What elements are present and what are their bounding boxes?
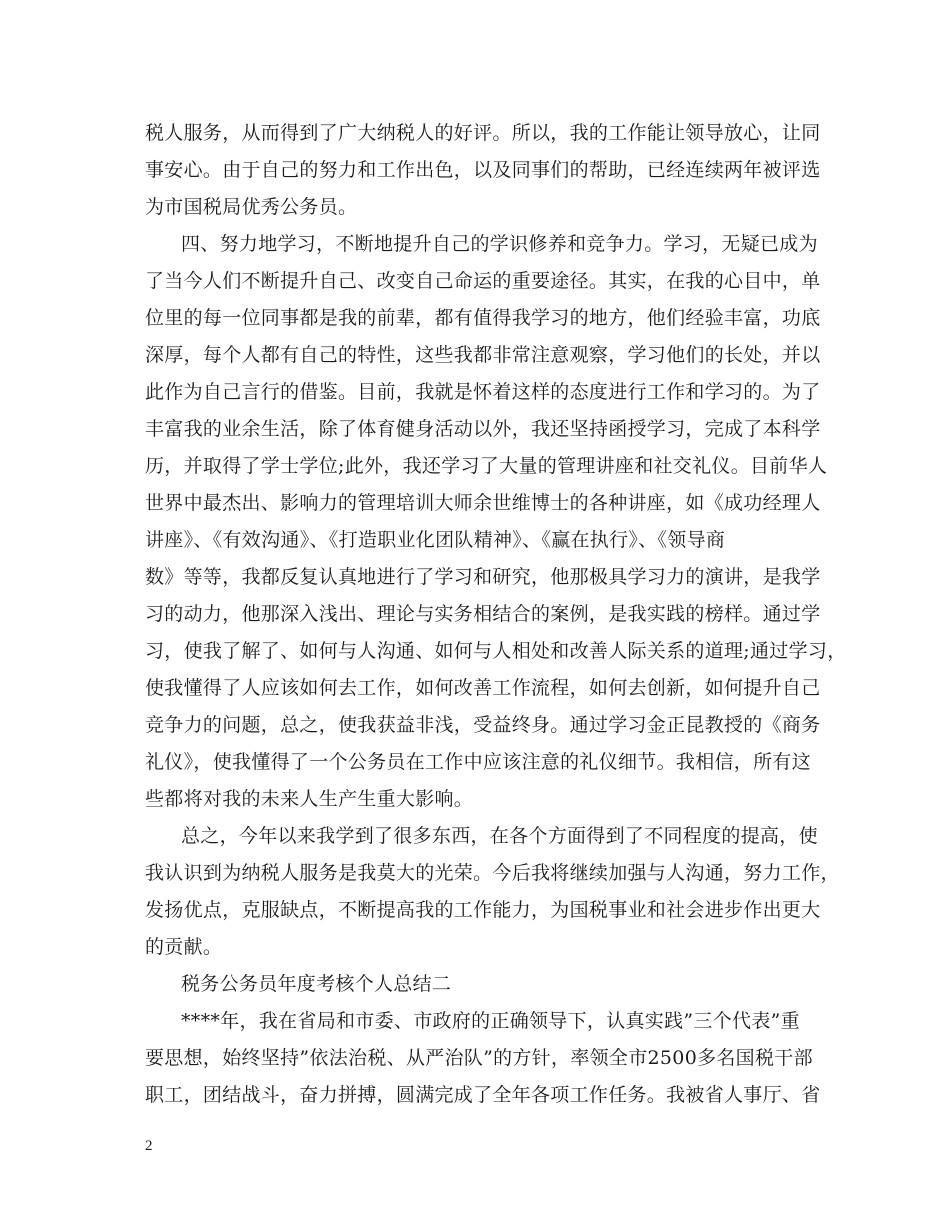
body-text-line: 世界中最杰出、影响力的管理培训大师余世维博士的各种讲座，如《成功经理人 [145, 492, 821, 514]
section-heading: 税务公务员年度考核个人总结二 [181, 973, 452, 995]
page-number: 2 [145, 1138, 153, 1154]
body-text-line: 位里的每一位同事都是我的前辈，都有值得我学习的地方，他们经验丰富，功底 [145, 307, 821, 329]
body-text-line: 讲座》、《有效沟通》、《打造职业化团队精神》、《赢在执行》、《领导商 [145, 529, 726, 551]
body-text-line: 为市国税局优秀公务员。 [145, 196, 358, 218]
body-text-line: 职工，团结战斗，奋力拼搏，圆满完成了全年各项工作任务。我被省人事厅、省 [145, 1084, 821, 1106]
body-text-line: 要思想，始终坚持”依法治税、从严治队”的方针，率领全市2500多名国税干部 [145, 1047, 813, 1069]
paragraph-first-line: 四、努力地学习，不断地提升自己的学识修养和竞争力。学习，无疑已成为 [181, 233, 818, 255]
paragraph-first-line: ****年，我在省局和市委、市政府的正确领导下，认真实践”三个代表”重 [181, 1010, 800, 1032]
body-text-line: 税人服务，从而得到了广大纳税人的好评。所以，我的工作能让领导放心，让同 [145, 122, 821, 144]
body-text-line: 习的动力，他那深入浅出、理论与实务相结合的案例，是我实践的榜样。通过学 [145, 603, 821, 625]
body-text-line: 深厚，每个人都有自己的特性，这些我都非常注意观察，学习他们的长处，并以 [145, 344, 821, 366]
body-text-line: 的贡献。 [145, 936, 223, 958]
body-text-line: 使我懂得了人应该如何去工作，如何改善工作流程，如何去创新，如何提升自己 [145, 677, 821, 699]
body-text-line: 习，使我了解了、如何与人沟通、如何与人相处和改善人际关系的道理;通过学习， [145, 640, 847, 662]
paragraph-first-line: 总之，今年以来我学到了很多东西，在各个方面得到了不同程度的提高，使 [181, 825, 818, 847]
body-text-line: 些都将对我的未来人生产生重大影响。 [145, 788, 474, 810]
body-text-line: 了当今人们不断提升自己、改变自己命运的重要途径。其实，在我的心目中，单 [145, 270, 821, 292]
body-text-line: 丰富我的业余生活，除了体育健身活动以外，我还坚持函授学习，完成了本科学 [145, 418, 821, 440]
body-text-line: 此作为自己言行的借鉴。目前，我就是怀着这样的态度进行工作和学习的。为了 [145, 381, 821, 403]
body-text-line: 数》等等，我都反复认真地进行了学习和研究，他那极具学习力的演讲，是我学 [145, 566, 821, 588]
body-text-line: 竞争力的问题，总之，使我获益非浅，受益终身。通过学习金正昆教授的《商务 [145, 714, 821, 736]
body-text-line: 历，并取得了学士学位;此外，我还学习了大量的管理讲座和社交礼仪。目前华人 [145, 455, 828, 477]
body-text-line: 我认识到为纳税人服务是我莫大的光荣。今后我将继续加强与人沟通，努力工作， [145, 862, 840, 884]
body-text-line: 事安心。由于自己的努力和工作出色，以及同事们的帮助，已经连续两年被评选 [145, 159, 821, 181]
body-text-line: 礼仪》，使我懂得了一个公务员在工作中应该注意的礼仪细节。我相信，所有这 [145, 751, 812, 773]
body-text-line: 发扬优点，克服缺点，不断提高我的工作能力，为国税事业和社会进步作出更大 [145, 899, 821, 921]
